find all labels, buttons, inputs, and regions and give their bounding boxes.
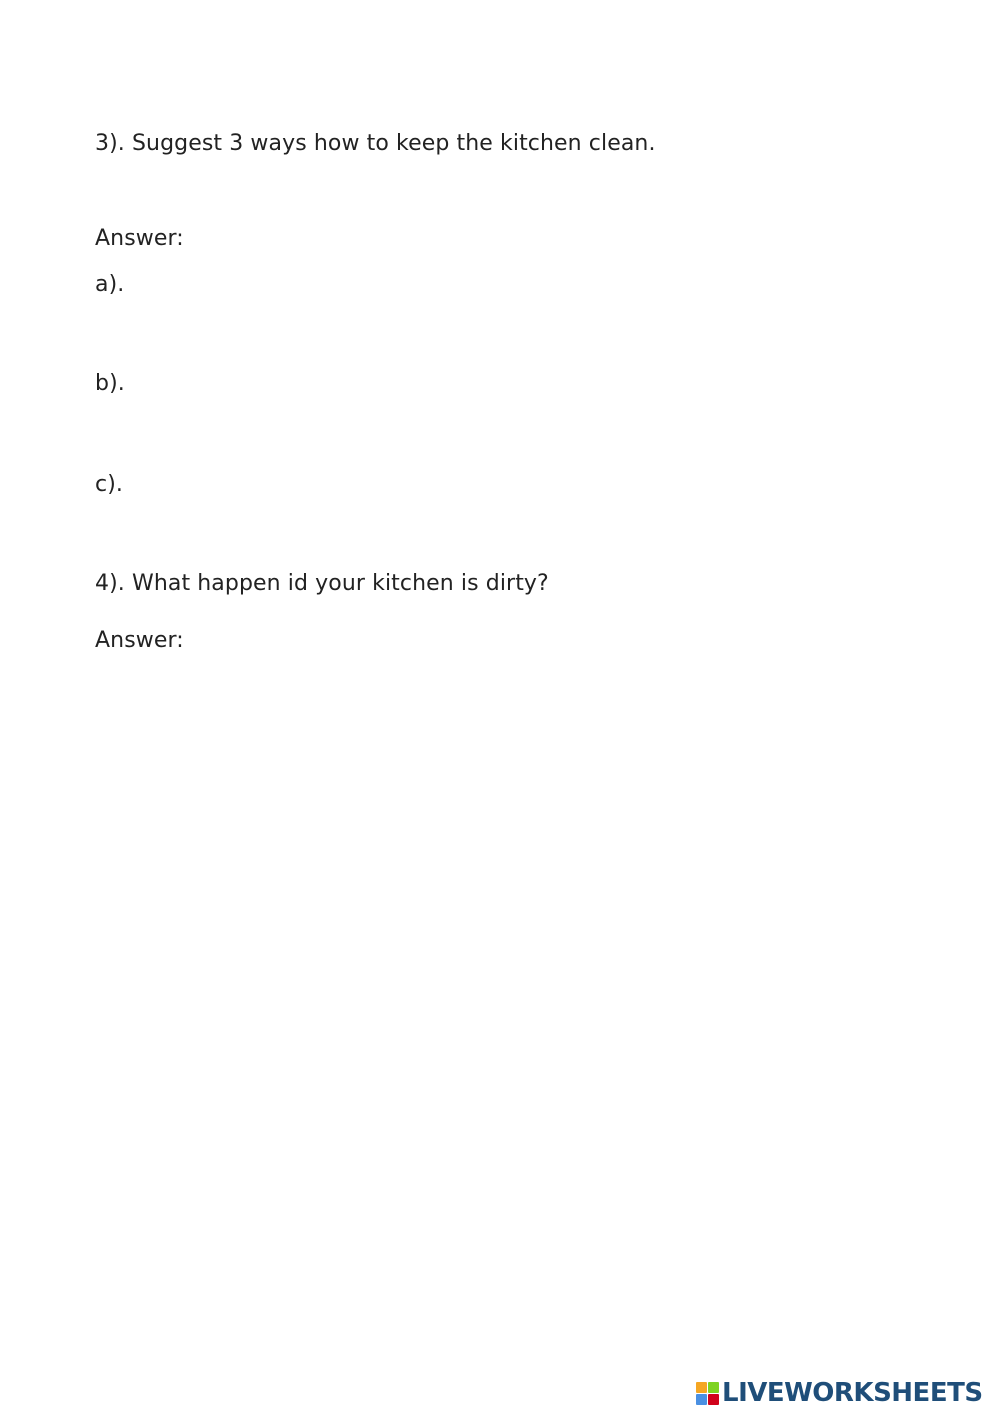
logo-square-2 xyxy=(708,1382,719,1393)
logo-square-1 xyxy=(696,1382,707,1393)
logo-square-3 xyxy=(696,1394,707,1405)
answer-item-b: b). xyxy=(95,371,125,396)
brand-logo-icon xyxy=(696,1382,719,1405)
question-4-prompt: 4). What happen id your kitchen is dirty? xyxy=(95,571,549,596)
question-3-answer-label: Answer: xyxy=(95,226,184,251)
question-4-answer-label: Answer: xyxy=(95,628,184,653)
liveworksheets-logo xyxy=(696,1378,983,1408)
logo-square-4 xyxy=(708,1394,719,1405)
brand-name: LIVEWORKSHEETS xyxy=(722,1378,983,1408)
answer-item-a: a). xyxy=(95,272,125,297)
answer-item-c: c). xyxy=(95,472,123,497)
question-3-prompt: 3). Suggest 3 ways how to keep the kitchen clean. xyxy=(95,131,656,156)
